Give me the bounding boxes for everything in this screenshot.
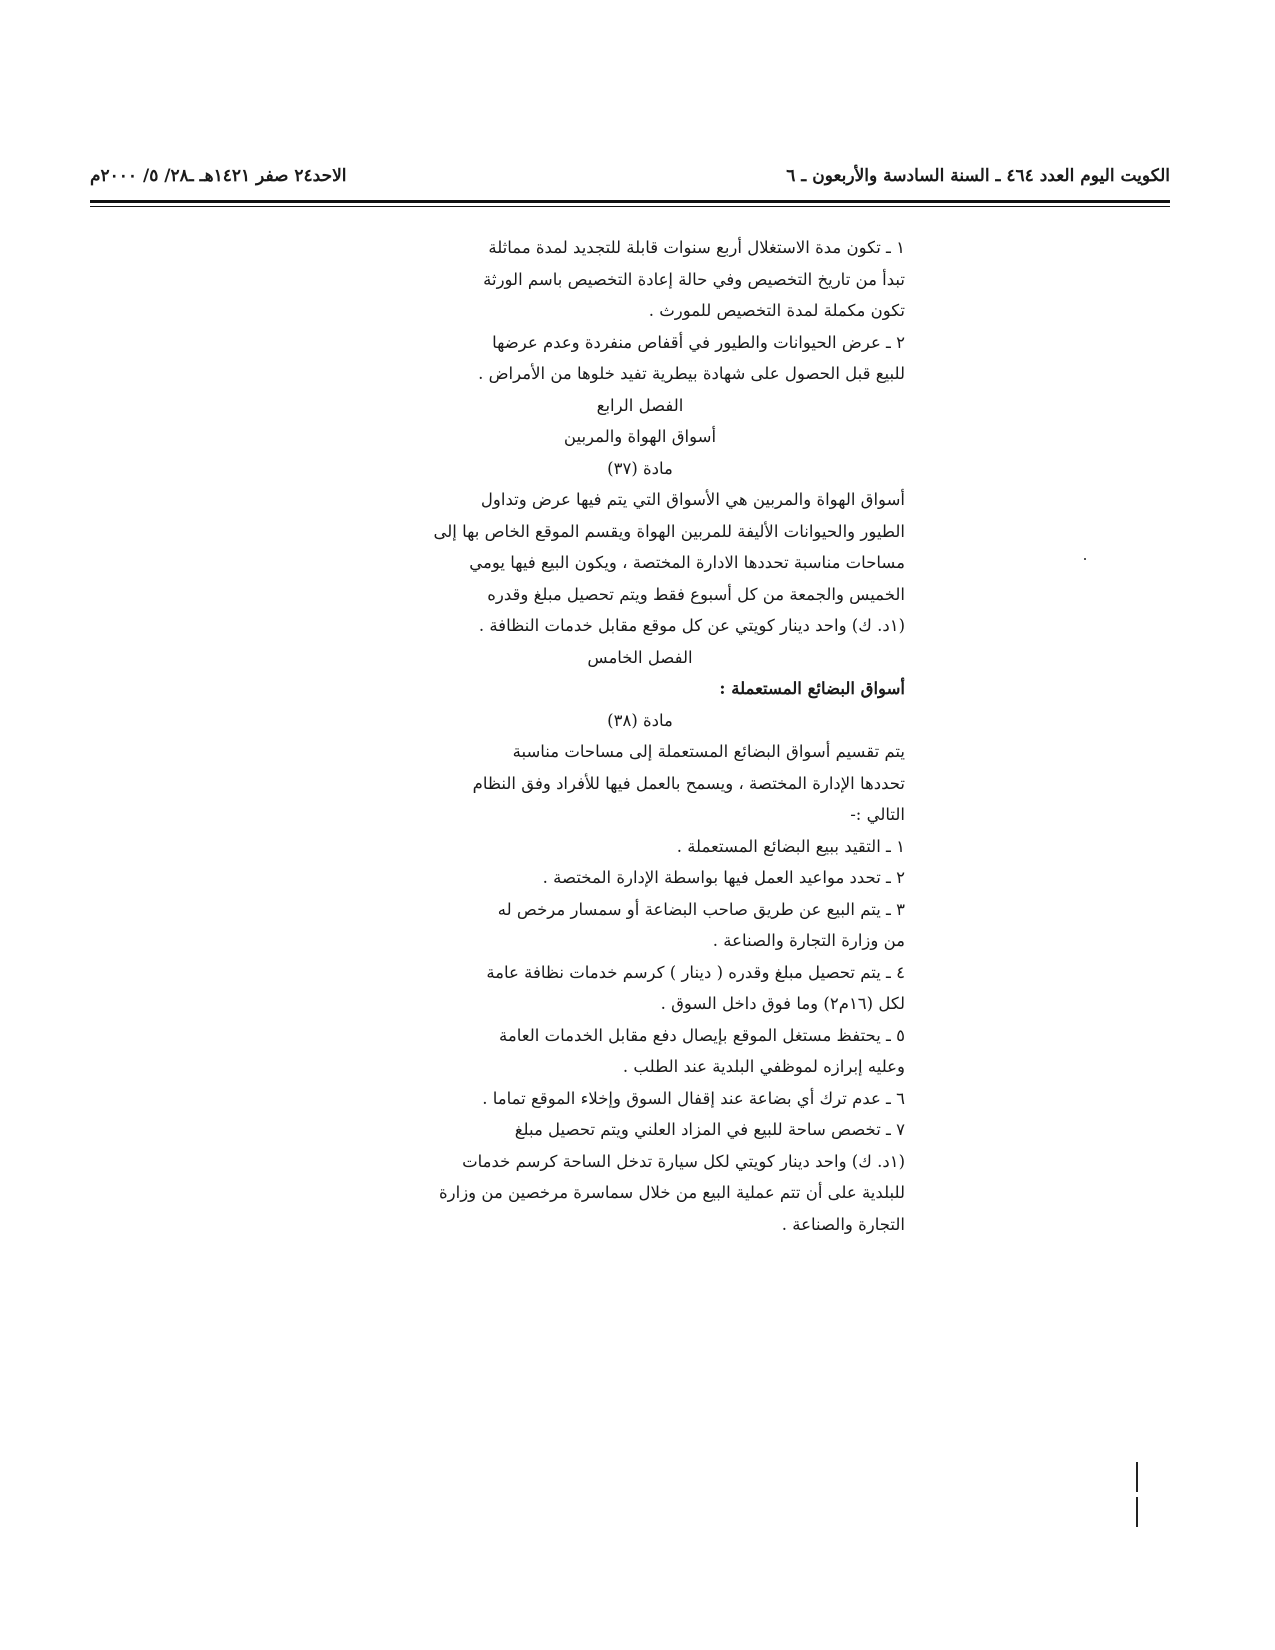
header-rule-thick — [90, 200, 1170, 203]
document-body — [375, 232, 905, 1240]
article-37-line-2: الطيور والحيوانات الأليفة للمربين الهواة ويقسم الموقع الخاص بها إلى — [433, 521, 905, 541]
item-7-line-2: (١د. ك) واحد دينار كويتي لكل سيارة تدخل الساحة كرسم خدمات — [462, 1151, 905, 1171]
article-37-line-3: مساحات مناسبة تحددها الادارة المختصة ، ويكون البيع فيها يومي — [469, 553, 905, 572]
article-38-line-3: التالي :- — [850, 805, 905, 824]
clause-1-line-3: تكون مكملة لمدة التخصيص للمورث . — [648, 301, 905, 320]
item-5-line-2: وعليه إبرازه لموظفي البلدية عند الطلب . — [622, 1057, 905, 1076]
chapter-4-heading: الفصل الرابع — [596, 395, 684, 415]
item-3-line-1: ٣ ـ يتم البيع عن طريق صاحب البضاعة أو سمسار مرخص له — [497, 899, 905, 919]
chapter-5-heading: الفصل الخامس — [587, 647, 693, 667]
chapter-5-title: أسواق البضائع المستعملة : — [719, 679, 905, 698]
item-7-line-3: للبلدية على أن تتم عملية البيع من خلال سماسرة مرخصين من وزارة — [439, 1183, 905, 1202]
scan-speck — [1084, 558, 1086, 560]
margin-mark-upper — [1136, 1462, 1138, 1492]
clause-2-line-1: ٢ ـ عرض الحيوانات والطيور في أقفاص منفردة وعدم عرضها — [492, 332, 905, 352]
gazette-issue-info: الكويت اليوم العدد ٤٦٤ ـ السنة السادسة والأربعون ـ ٦ — [786, 166, 1170, 186]
clause-1-line-1: ١ ـ تكون مدة الاستغلال أربع سنوات قابلة للتجديد لمدة مماثلة — [488, 238, 905, 257]
chapter-4-title: أسواق الهواة والمربين — [563, 427, 717, 446]
article-38-line-2: تحددها الإدارة المختصة ، ويسمح بالعمل فيها للأفراد وفق النظام — [472, 773, 905, 793]
article-37-line-4: الخميس والجمعة من كل أسبوع فقط ويتم تحصيل مبلغ وقدره — [487, 584, 905, 604]
item-5-line-1: ٥ ـ يحتفظ مستغل الموقع بإيصال دفع مقابل الخدمات العامة — [499, 1025, 905, 1045]
article-38-line-1: يتم تقسيم أسواق البضائع المستعملة إلى مساحات مناسبة — [512, 742, 905, 761]
clause-2-line-2: للبيع قبل الحصول على شهادة بيطرية تفيد خلوها من الأمراض . — [478, 364, 905, 383]
item-2: ٢ ـ تحدد مواعيد العمل فيها بواسطة الإدارة المختصة . — [542, 868, 905, 887]
clause-1-line-2: تبدأ من تاريخ التخصيص وفي حالة إعادة التخصيص باسم الورثة — [483, 269, 905, 289]
item-4-line-2: لكل (١٦م٢) وما فوق داخل السوق . — [660, 994, 905, 1013]
item-3-line-2: من وزارة التجارة والصناعة . — [712, 931, 905, 950]
item-1: ١ ـ التقيد ببيع البضائع المستعملة . — [676, 836, 905, 856]
item-7-line-4: التجارة والصناعة . — [781, 1214, 905, 1234]
item-7-line-1: ٧ ـ تخصص ساحة للبيع في المزاد العلني ويتم تحصيل مبلغ — [514, 1120, 905, 1139]
page-header — [90, 166, 1170, 196]
article-37-heading: مادة (٣٧) — [607, 458, 673, 478]
item-4-line-1: ٤ ـ يتم تحصيل مبلغ وقدره ( دينار ) كرسم خدمات نظافة عامة — [486, 962, 905, 982]
article-37-line-5: (١د. ك) واحد دينار كويتي عن كل موقع مقابل خدمات النظافة . — [478, 616, 905, 635]
gazette-date: الاحد٢٤ صفر ١٤٢١هـ ـ٢٨/ ٥/ ٢٠٠٠م — [90, 166, 347, 186]
article-38-heading: مادة (٣٨) — [607, 710, 673, 730]
item-6: ٦ ـ عدم ترك أي بضاعة عند إقفال السوق وإخلاء الموقع تماما . — [482, 1088, 905, 1108]
margin-mark-lower — [1136, 1497, 1138, 1527]
header-rule-thin — [90, 206, 1170, 207]
article-37-line-1: أسواق الهواة والمربين هي الأسواق التي يتم فيها عرض وتداول — [480, 490, 905, 509]
